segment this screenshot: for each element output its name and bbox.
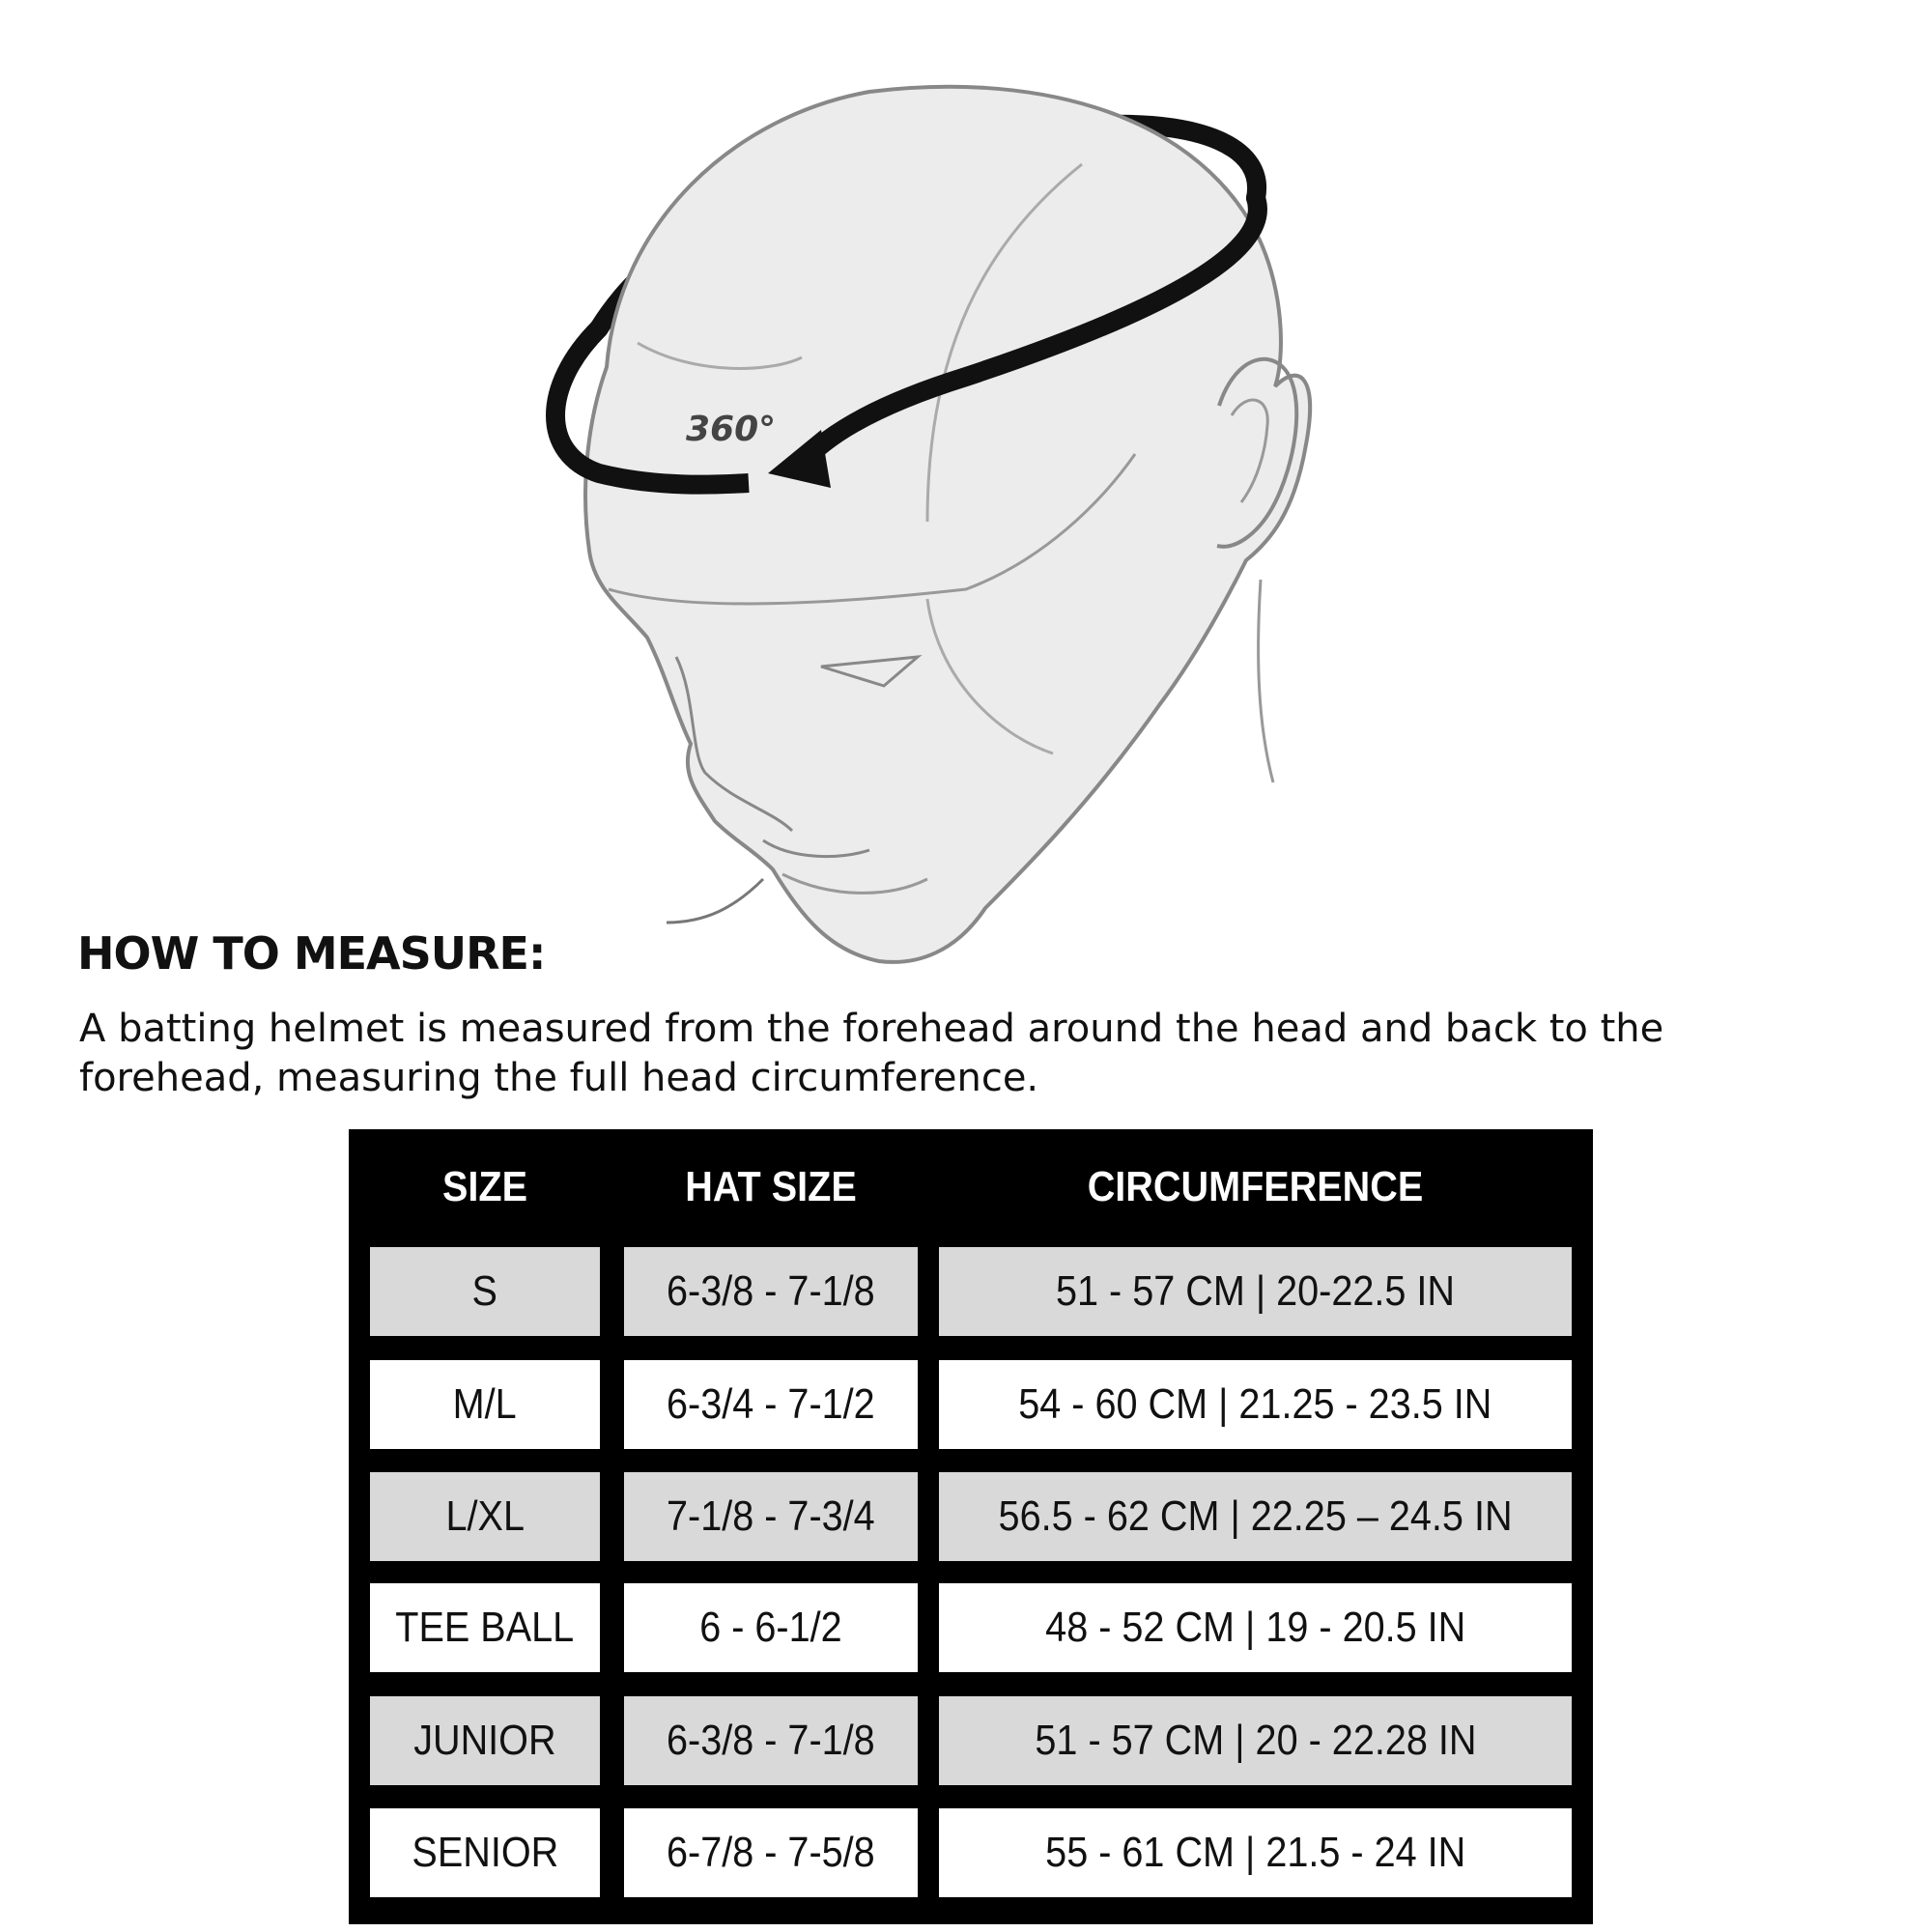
neck-line — [1259, 580, 1273, 782]
table-cell-hat-size: 6-7/8 - 7-5/8 — [624, 1808, 918, 1897]
table-cell-circumference: 55 - 61 CM | 21.5 - 24 IN — [939, 1808, 1572, 1897]
header-circumference: CIRCUMFERENCE — [1087, 1163, 1424, 1210]
table-cell-size: SENIOR — [370, 1808, 600, 1897]
table-cell-hat-size: 6 - 6-1/2 — [624, 1583, 918, 1672]
table-cell-hat-size: 6-3/8 - 7-1/8 — [624, 1247, 918, 1336]
table-cell-circumference: 56.5 - 62 CM | 22.25 – 24.5 IN — [939, 1472, 1572, 1561]
how-to-measure-description: A batting helmet is measured from the forehead around the head and back to the forehead, measuring the full head circumference. — [79, 1007, 1664, 1100]
table-cell-circumference: 48 - 52 CM | 19 - 20.5 IN — [939, 1583, 1572, 1672]
header-hat-size: HAT SIZE — [685, 1163, 857, 1210]
size-chart-table — [349, 1129, 1593, 1924]
table-cell-hat-size: 7-1/8 - 7-3/4 — [624, 1472, 918, 1561]
table-cell-size: M/L — [370, 1360, 600, 1449]
table-cell-circumference: 51 - 57 CM | 20-22.5 IN — [939, 1247, 1572, 1336]
table-cell-circumference: 54 - 60 CM | 21.25 - 23.5 IN — [939, 1360, 1572, 1449]
head-measurement-illustration — [522, 58, 1314, 985]
how-to-measure-title: HOW TO MEASURE: — [77, 927, 546, 980]
table-cell-size: L/XL — [370, 1472, 600, 1561]
head-silhouette — [585, 87, 1310, 962]
table-cell-hat-size: 6-3/4 - 7-1/2 — [624, 1360, 918, 1449]
neck-line-front — [667, 879, 763, 923]
table-cell-circumference: 51 - 57 CM | 20 - 22.28 IN — [939, 1696, 1572, 1785]
band-degree-label: 360° — [686, 410, 777, 449]
header-size: SIZE — [441, 1163, 528, 1210]
table-cell-size: S — [370, 1247, 600, 1336]
table-cell-hat-size: 6-3/8 - 7-1/8 — [624, 1696, 918, 1785]
table-cell-size: JUNIOR — [370, 1696, 600, 1785]
table-cell-size: TEE BALL — [370, 1583, 600, 1672]
